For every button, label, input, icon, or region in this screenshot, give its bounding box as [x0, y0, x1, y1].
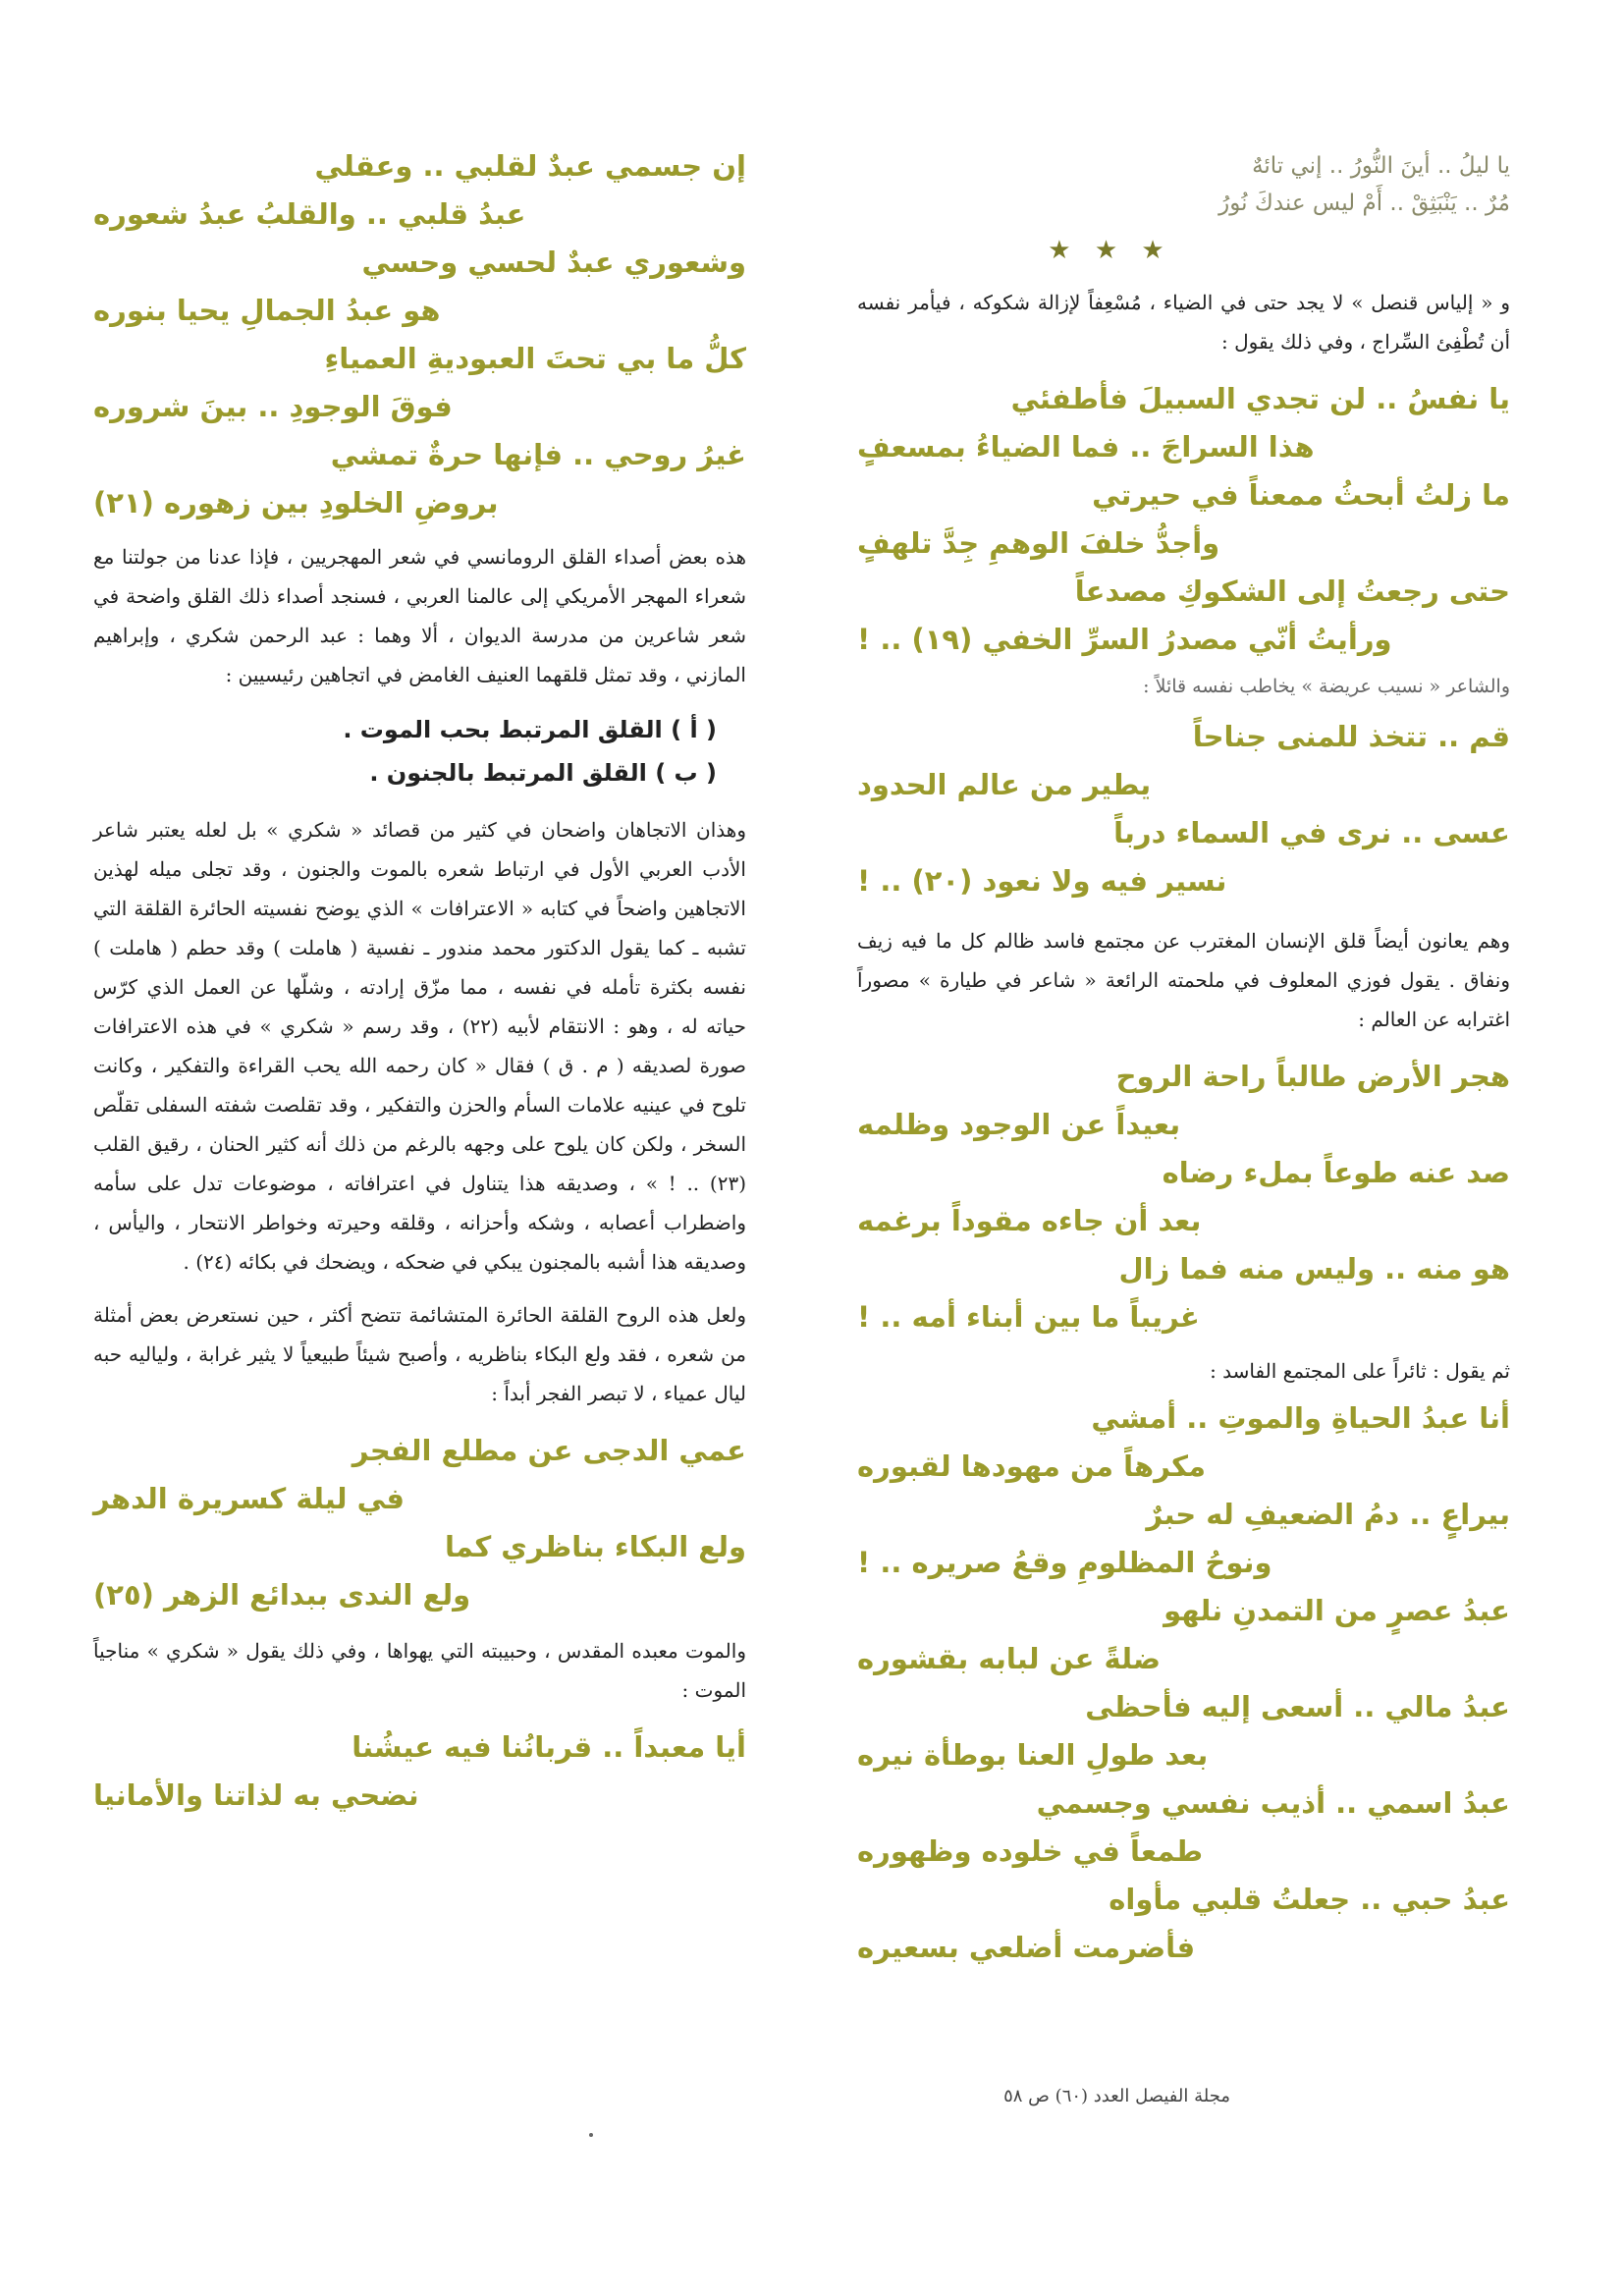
verse-line: بروضِ الخلودِ بين زهوره (٢١): [93, 486, 499, 519]
verse-line: ولع الندى ببدائع الزهر (٢٥): [93, 1578, 471, 1612]
verse-line: ونوحُ المظلومِ وقعُ صريره .. !: [857, 1546, 1272, 1579]
right-column: [857, 147, 1510, 1972]
poem-block: [857, 1394, 1510, 1972]
verse-line: هو منه .. وليس منه فما زال: [1118, 1252, 1510, 1285]
paragraph: والشاعر « نسيب عريضة » يخاطب نفسه قائلاً :: [1143, 676, 1510, 697]
verse-line: ولع البكاء بناظري كما: [444, 1530, 746, 1563]
verse-line: ضلةً عن لبابه بقشوره: [857, 1642, 1162, 1675]
verse-line: صد عنه طوعاً بملء رضاه: [1162, 1156, 1510, 1189]
verse-line: كلُّ ما بي تحتَ العبوديةِ العمياءِ: [324, 342, 746, 375]
verse-line: عسى .. نرى في السماء درباً: [1113, 816, 1510, 849]
poem-block: [93, 142, 746, 527]
poem-block: [93, 1427, 746, 1619]
verse-line: عبدُ اسمي .. أذيب نفسي وجسمي: [1036, 1786, 1510, 1820]
verse-line: غريباً ما بين أبناء أمه .. !: [857, 1300, 1200, 1334]
section-stars: ★ ★ ★: [1048, 236, 1172, 265]
paragraph: وهذان الاتجاهان واضحان في كثير من قصائد « شكري » بل لعله يعتبر شاعر الأدب العربي الأول في ارتباط شعره بالموت والجنون ، وقد تجلى ميله لهذين الاتجاهين واضحاً في كتابه « الاعترافات » الذي يوضح نفسيته الحائرة القلقة التي تشبه ـ كما يقول الدكتور محمد مندور ـ نفسية ( هاملت ) وقد حطم ( هاملت ) نفسه بكثرة تأمله في نفسه ، مما مزّق إرادته ، وشلّها عن العمل الذي كرّس حياته له ، وهو : الانتقام لأبيه (٢٢) ، وقد رسم « شكري » في هذه الاعترافات صورة لصديقه ( م . ق ) فقال « كان رحمه الله يحب القراءة والتفكير ، وكانت تلوح في عينيه علامات السأم والحزن والتفكير ، وقد تقلصت شفته السفلى تقلّص السخر ، ولكن كان يلوح على وجهه بالرغم من ذلك أنه كثير الحنان ، رقيق القلب (٢٣) .. ! » ، وصديقه هذا يتناول في اعترافاته ، موضوعات تدل على سأمه واضطراب أعصابه ، وشكه وأحزانه ، وقلقه وحيرته وخواطر الانتحار ، واليأس ، وصديقه هذا أشبه بالمجنون يبكي في ضحكه ، ويضحك في بكائه (٢٤) .: [93, 818, 746, 1274]
subheading-b: ( ب ) القلق المرتبط بالجنون .: [369, 759, 717, 787]
poem-block: [93, 1723, 746, 1820]
verse-line: غيرُ روحي .. فإنها حرةٌ تمشي: [330, 438, 746, 471]
verse-line: أيا معبداً .. قربانُنا فيه عيشُنا: [352, 1730, 746, 1764]
paragraph: هذه بعض أصداء القلق الرومانسي في شعر المهجريين ، فإذا عدنا من جولتنا مع شعراء المهجر الأمريكي إلى عالمنا العربي ، فسنجد أصداء ذلك القلق واضحة في شعر شاعرين من مدرسة الديوان ، ألا وهما : عبد الرحمن شكري ، وإبراهيم المازني ، وقد تمثل قلقهما العنيف الغامض في اتجاهين رئيسيين :: [93, 545, 746, 686]
verse-line: طمعاً في خلوده وظهوره: [857, 1834, 1204, 1868]
verse-line: هجر الأرض طالباً راحة الروح: [1115, 1060, 1510, 1093]
paragraph: ثم يقول : ثائراً على المجتمع الفاسد :: [1210, 1359, 1510, 1383]
paragraph: و « إلياس قنصل » لا يجد حتى في الضياء ، مُسْعِفاً لإزالة شكوكه ، فيأمر نفسه أن تُطْفِئ السِّراج ، وفي ذلك يقول :: [857, 291, 1510, 354]
poem-block: [857, 375, 1510, 664]
poem-block: [857, 1053, 1510, 1341]
verse-line: بيراعٍ .. دمُ الضعيفِ له حبرٌ: [1146, 1498, 1510, 1531]
verse-line: في ليلة كسريرة الدهر: [93, 1482, 405, 1515]
verse-line: مكرهاً من مهودها لقبوره: [857, 1449, 1206, 1483]
verse-line: هذا السراجَ .. فما الضياءُ بمسعفٍ: [857, 430, 1315, 464]
verse-line: وأجدُّ خلفَ الوهمِ جِدَّ تلهفٍ: [857, 526, 1220, 560]
verse-line: نضحي به لذاتنا والأمانيا: [93, 1778, 419, 1812]
verse-line: عمي الدجى عن مطلع الفجر: [352, 1434, 746, 1467]
subheading-a: ( أ ) القلق المرتبط بحب الموت .: [343, 716, 717, 743]
print-dot: [589, 2133, 593, 2137]
page-footer: مجلة الفيصل العدد (٦٠) ص ٥٨: [1003, 2086, 1230, 2106]
verse-line: أنا عبدُ الحياةِ والموتِ .. أمشي: [1091, 1401, 1510, 1435]
left-column: [93, 142, 746, 1820]
verse-line: يا ليلُ .. أينَ النُّورُ .. إني تائهٌ: [1252, 153, 1510, 179]
verse-line: عبدُ عصرٍ من التمدنِ نلهو: [1163, 1594, 1510, 1627]
poem-block: [857, 713, 1510, 905]
verse-line: بعيداً عن الوجود وظلمه: [857, 1108, 1181, 1141]
verse-line: يا نفسُ .. لن تجدي السبيلَ فأطفئي: [1010, 382, 1510, 415]
verse-line: ما زلتُ أبحثُ ممعناً في حيرتي: [1092, 478, 1510, 512]
verse-line: وشعوري عبدٌ لحسي وحسي: [361, 246, 746, 279]
verse-line: عبدُ حبي .. جعلتُ قلبي مأواه: [1109, 1883, 1510, 1916]
verse-line: بعد طولِ العنا بوطأة نيره: [857, 1738, 1209, 1772]
verse-line: عبدُ مالي .. أسعى إليه فأحظى: [1085, 1690, 1510, 1723]
paragraph: وهم يعانون أيضاً قلق الإنسان المغترب عن مجتمع فاسد ظالم كل ما فيه زيف ونفاق . يقول فوزي المعلوف في ملحمته الرائعة « شاعر في طيارة » مصوراً اغترابه عن العالم :: [857, 929, 1510, 1031]
verse-line: ورأيتُ أنّي مصدرُ السرِّ الخفي (١٩) .. !: [857, 623, 1392, 656]
paragraph: ولعل هذه الروح القلقة الحائرة المتشائمة تتضح أكثر ، حين نستعرض بعض أمثلة من شعره ، فقد ولع البكاء بناظريه ، وأصبح شيئاً طبيعياً لا يثير غرابة ، ولياليه حبه ليال عمياء ، لا تبصر الفجر أبداً :: [93, 1303, 746, 1405]
verse-line: إن جسمي عبدٌ لقلبي .. وعقلي: [314, 149, 746, 183]
opening-verse: [857, 147, 1510, 222]
verse-line: يطير من عالم الحدود: [857, 768, 1152, 801]
verse-line: حتى رجعتُ إلى الشكوكِ مصدعاً: [1074, 574, 1510, 608]
verse-line: فأضرمت أضلعي بسعيره: [857, 1931, 1196, 1964]
verse-line: عبدُ قلبي .. والقلبُ عبدُ شعوره: [93, 197, 526, 231]
verse-line: مُرٌ .. يَنْبَثِقْ .. أَمْ ليس عندكَ نُورُ: [1218, 191, 1510, 216]
verse-line: قم .. تتخذ للمنى جناحاً: [1192, 720, 1510, 753]
verse-line: هو عبدُ الجمالِ يحيا بنوره: [93, 294, 441, 327]
verse-line: بعد أن جاءه مقوداً برغمه: [857, 1204, 1202, 1237]
verse-line: نسير فيه ولا نعود (٢٠) .. !: [857, 864, 1227, 898]
paragraph: والموت معبده المقدس ، وحبيبته التي يهواها ، وفي ذلك يقول « شكري » مناجياً الموت :: [93, 1639, 746, 1702]
verse-line: فوقَ الوجودِ .. بينَ شروره: [93, 390, 453, 423]
